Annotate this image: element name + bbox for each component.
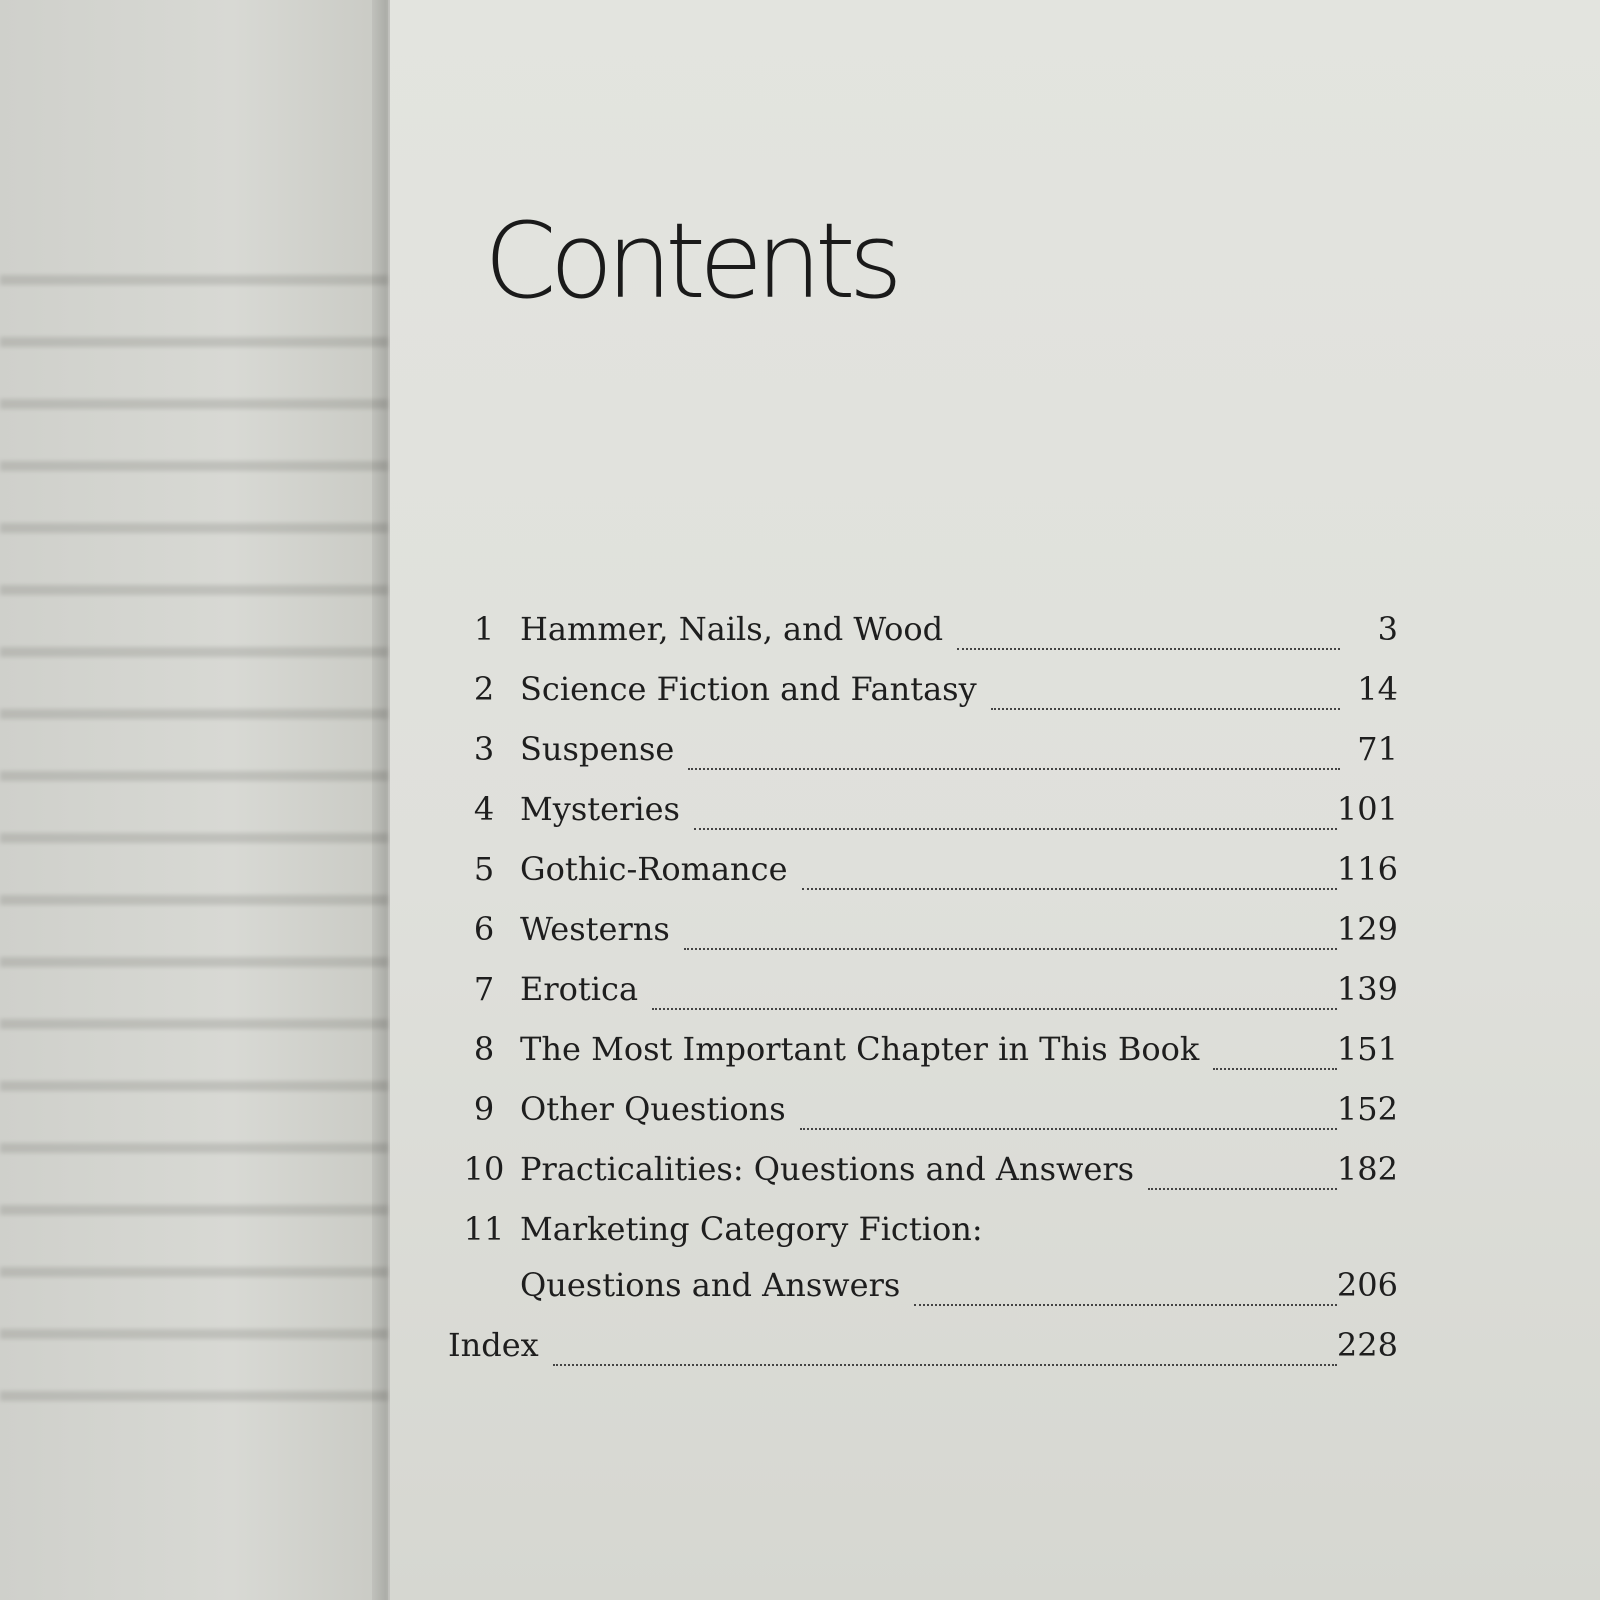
show-through-text xyxy=(0,235,388,1435)
chapter-title: Erotica xyxy=(520,970,639,1008)
chapter-number: 2 xyxy=(473,670,495,708)
chapter-number: 3 xyxy=(473,730,495,768)
chapter-number: 7 xyxy=(473,970,495,1008)
chapter-number: 6 xyxy=(473,910,495,948)
dot-leader xyxy=(694,828,1337,830)
page-number: 101 xyxy=(1336,790,1398,828)
chapter-number: 8 xyxy=(473,1030,495,1068)
toc-entry-index xyxy=(448,1326,1398,1386)
chapter-title: Other Questions xyxy=(520,1090,786,1128)
table-of-contents xyxy=(448,610,1398,1386)
page-number: 116 xyxy=(1336,850,1398,888)
chapter-title-line2: Questions and Answers xyxy=(520,1266,901,1304)
dot-leader xyxy=(991,708,1340,710)
toc-entry-6 xyxy=(448,910,1398,970)
toc-entry-11-continued xyxy=(448,1266,1398,1326)
page-number: 139 xyxy=(1336,970,1398,1008)
chapter-title: Suspense xyxy=(520,730,675,768)
toc-entry-7 xyxy=(448,970,1398,1030)
dot-leader xyxy=(1213,1068,1337,1070)
facing-left-page xyxy=(0,0,388,1600)
page-number: 206 xyxy=(1336,1266,1398,1304)
page-number: 71 xyxy=(1357,730,1398,768)
dot-leader xyxy=(802,888,1337,890)
page-number: 151 xyxy=(1336,1030,1398,1068)
dot-leader xyxy=(652,1008,1337,1010)
dot-leader xyxy=(1148,1188,1337,1190)
chapter-number: 1 xyxy=(473,610,495,648)
chapter-title: Mysteries xyxy=(520,790,680,828)
toc-entry-5 xyxy=(448,850,1398,910)
chapter-title: Marketing Category Fiction: xyxy=(520,1210,983,1248)
chapter-title: Science Fiction and Fantasy xyxy=(520,670,977,708)
page-number: 182 xyxy=(1336,1150,1398,1188)
index-title: Index xyxy=(448,1326,539,1364)
chapter-number: 9 xyxy=(473,1090,495,1128)
chapter-number: 11 xyxy=(463,1210,505,1248)
chapter-title: Gothic-Romance xyxy=(520,850,788,888)
dot-leader xyxy=(957,648,1340,650)
chapter-title: Hammer, Nails, and Wood xyxy=(520,610,944,648)
chapter-title: The Most Important Chapter in This Book xyxy=(520,1030,1200,1068)
page-number: 129 xyxy=(1336,910,1398,948)
toc-entry-2 xyxy=(448,670,1398,730)
toc-entry-10 xyxy=(448,1150,1398,1210)
page-title: Contents xyxy=(484,200,896,322)
chapter-title: Practicalities: Questions and Answers xyxy=(520,1150,1135,1188)
page-number: 14 xyxy=(1357,670,1398,708)
chapter-title: Westerns xyxy=(520,910,670,948)
dot-leader xyxy=(553,1364,1337,1366)
dot-leader xyxy=(684,948,1337,950)
dot-leader xyxy=(914,1304,1337,1306)
toc-entry-1 xyxy=(448,610,1398,670)
dot-leader xyxy=(688,768,1340,770)
chapter-number: 4 xyxy=(473,790,495,828)
chapter-number: 10 xyxy=(463,1150,505,1188)
chapter-number: 5 xyxy=(473,850,495,888)
toc-entry-11 xyxy=(448,1210,1398,1266)
toc-entry-4 xyxy=(448,790,1398,850)
dot-leader xyxy=(800,1128,1337,1130)
page-number: 152 xyxy=(1336,1090,1398,1128)
page-number: 228 xyxy=(1336,1326,1398,1364)
toc-entry-8 xyxy=(448,1030,1398,1090)
toc-entry-9 xyxy=(448,1090,1398,1150)
page-number: 3 xyxy=(1377,610,1398,648)
toc-entry-3 xyxy=(448,730,1398,790)
